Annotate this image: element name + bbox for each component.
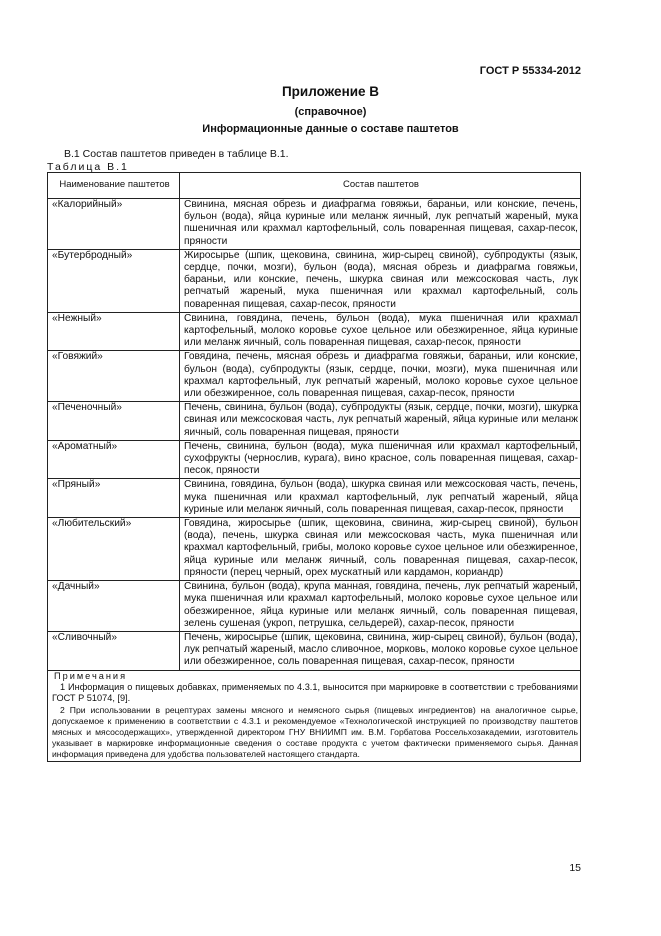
- product-name: «Дачный»: [48, 581, 180, 632]
- document-standard-number: ГОСТ Р 55334-2012: [479, 65, 581, 77]
- column-header-name: Наименование паштетов: [48, 173, 180, 199]
- table-row: [48, 581, 581, 632]
- product-name: «Калорийный»: [48, 199, 180, 250]
- product-name: «Пряный»: [48, 479, 180, 518]
- table-row: [48, 479, 581, 518]
- table-row: [48, 440, 581, 479]
- note-2: 2 При использовании в рецептурах замены мясного и немясного сырья (пищевых ингредиентов) на аналогичное сырье, допускаемое к применению в соответствии с 4.3.1 и рекомендуемое «Технологической инструкцией по производству паштетов мясных и мясосодержащих», утвержденной директором ГНУ ВНИИМП им. В.М. Горбатова Россельхозакадемии, изготовитель указывает в маркировке информационные сведения о составе продукта с учетом фактически применяемого сырья. Данная информация приведена для удобства пользователей настоящего стандарта.: [52, 704, 578, 759]
- product-composition: Свинина, бульон (вода), крупа манная, говядина, печень, лук репчатый жареный, мука пшеничная или крахмал картофельный, молоко коровье сухое цельное или обезжиренное, яйца куриные или меланж яичный, соль поваренная пищевая, зелень сушеная (укроп, петрушка, сельдерей), сахар-песок, пряности: [180, 581, 581, 632]
- table-caption: Таблица В.1: [47, 161, 129, 173]
- table-row: [48, 312, 581, 351]
- intro-paragraph: В.1 Состав паштетов приведен в таблице В.1.: [64, 148, 289, 160]
- product-composition: Говядина, печень, мясная обрезь и диафрагма говяжьи, бараньи, или конские, бульон (вода), субпродукты (язык, сердце, почки, мозги), мука пшеничная или крахмал картофельный, лук репчатый жареный, молоко коровье сухое цельное или обезжиренное, соль поваренная пищевая, сахар-песок, пряности: [180, 351, 581, 402]
- product-name: «Сливочный»: [48, 631, 180, 670]
- product-composition: Печень, свинина, бульон (вода), субпродукты (язык, сердце, почки, мозги), шкурка свиная или межсосковая часть, лук репчатый жареный, яйца куриные или меланж яичный, соль поваренная пищевая, пряности: [180, 402, 581, 441]
- product-composition: Печень, жиросырье (шпик, щековина, свинина, жир-сырец свиной), бульон (вода), лук репчатый жареный, масло сливочное, морковь, молоко коровье сухое цельное или обезжиренное, соль поваренная пищевая, сахар-песок, пряности: [180, 631, 581, 670]
- appendix-title: Приложение В: [281, 84, 380, 99]
- appendix-status: (справочное): [294, 106, 367, 118]
- product-composition: Свинина, говядина, печень, бульон (вода), мука пшеничная или крахмал картофельный, молоко коровье сухое цельное или обезжиренное, яйца куриные или меланж яичный, соль поваренная пищевая, сахар-песок, пряности: [180, 312, 581, 351]
- product-name: «Нежный»: [48, 312, 180, 351]
- product-name: «Любительский»: [48, 518, 180, 581]
- product-composition: Свинина, говядина, бульон (вода), шкурка свиная или межсосковая часть, печень, мука пшеничная или крахмал картофельный, лук репчатый жареный, яйца куриные или меланж яичный, соль поваренная пищевая, сахар-песок, пряности: [180, 479, 581, 518]
- product-composition: Жиросырье (шпик, щековина, свинина, жир-сырец свиной), субпродукты (язык, сердце, почки, мозги), бульон (вода), мясная обрезь и диафрагма говяжьи, бараньи, или конские, печень, шкурка свиная или межсосковая часть, лук репчатый жареный, мука пшеничная или крахмал картофельный, соль поваренная пищевая, сахар-песок, пряности: [180, 249, 581, 312]
- table-header-row: [48, 173, 581, 199]
- column-header-composition: Состав паштетов: [180, 173, 581, 199]
- product-name: «Печеночный»: [48, 402, 180, 441]
- composition-table: [47, 172, 581, 762]
- product-composition: Свинина, мясная обрезь и диафрагма говяжьи, бараньи, или конские, печень, бульон (вода), яйца куриные или меланж яичный, лук репчатый жареный, мука пшеничная или крахмал картофельный, соль поваренная пищевая, сахар-песок, пряности: [180, 199, 581, 250]
- table-row: [48, 518, 581, 581]
- notes-cell: [48, 670, 581, 761]
- page-number: 15: [569, 862, 581, 874]
- product-name: «Говяжий»: [48, 351, 180, 402]
- product-composition: Печень, свинина, бульон (вода), мука пшеничная или крахмал картофельный, сухофрукты (чернослив, курага), вино красное, соль поваренная пищевая, сахар-песок, пряности: [180, 440, 581, 479]
- table-row: [48, 199, 581, 250]
- product-name: «Бутербродный»: [48, 249, 180, 312]
- table-row: [48, 631, 581, 670]
- product-composition: Говядина, жиросырье (шпик, щековина, свинина, жир-сырец свиной), бульон (вода), печень, шкурка свиная или межсосковая часть, мука пшеничная или крахмал картофельный, грибы, молоко коровье сухое цельное или обезжиренное, яйца куриные или меланж яичный, соль поваренная пищевая, сахар-песок, пряности (перец черный, орех мускатный или кардамон, кориандр): [180, 518, 581, 581]
- notes-title: Примечания: [54, 670, 128, 681]
- appendix-subtitle: Информационные данные о составе паштетов: [202, 123, 459, 135]
- notes-row: [48, 670, 581, 761]
- table-row: [48, 249, 581, 312]
- table-row: [48, 351, 581, 402]
- product-name: «Ароматный»: [48, 440, 180, 479]
- table-row: [48, 402, 581, 441]
- note-1: 1 Информация о пищевых добавках, применяемых по 4.3.1, выносится при маркировке в соответствии с требованиями ГОСТ Р 51074, [9].: [52, 681, 578, 704]
